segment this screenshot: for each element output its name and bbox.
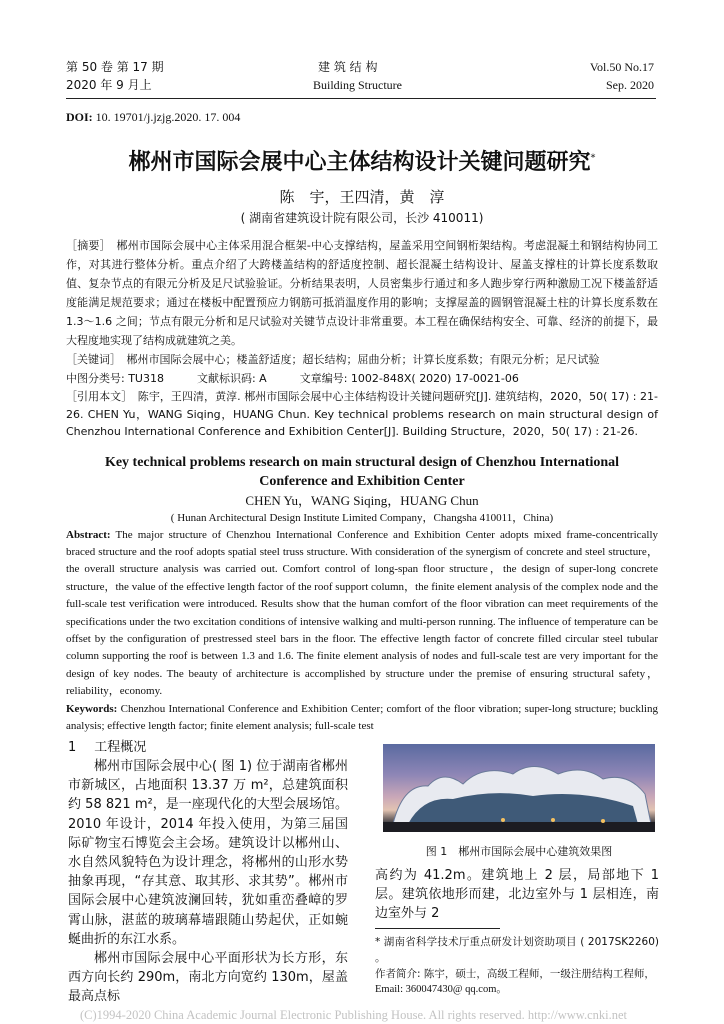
affiliation-cn: ( 湖南省建筑设计院有限公司，长沙 410011): [240, 211, 484, 225]
footnote-rule: [375, 928, 500, 929]
section-1-heading: [68, 739, 348, 757]
right-column: [375, 744, 659, 998]
classification-info: [66, 369, 658, 388]
abstract-cn-text: 郴州市国际会展中心主体采用混合框架-中心支撑结构，屋盖采用空间钢桁架结构。考虑混凝土和钢结构协同工作，对其进行整体分析。重点介绍了大跨楼盖结构的舒适度控制、超长混凝土结构设计、屋盖支撑柱的计算长度系数取值、复杂节点的有限元分析及足尺试验验证。分析结果表明，人员密集步行通过和多人跑步穿行两种激励工况下楼盖舒适度能满足规范要求；通过在楼板中配置预应力钢筋可抵消温度作用的影响；支撑屋盖的圆钢管混凝土柱的计算长度系数在 1.3～1.6 之间；节点有限元分析和足尺试验对关键节点设计非常重要。本工程在确保结构安全、可靠、经济的前提下，最大程度地实现了结构成就建筑之美。: [66, 239, 659, 347]
keywords-cn-label: ［关键词］: [66, 353, 116, 366]
header-volume-cn: 第 50 卷 第 17 期: [66, 60, 164, 74]
doi-value: 10. 19701/j.jzjg.2020. 17. 004: [92, 110, 241, 124]
article-number: 文章编号: 1002-848X( 2020) 17-0021-06: [299, 372, 519, 385]
front-matter: [66, 236, 658, 735]
header-volume-en: Vol.50 No.17: [589, 60, 654, 74]
section-1-para2-continued: 高约为 41.2m。建筑地上 2 层，局部地下 1 层。建筑依地形而建，北边室外与 1 层相连，南边室外与 2: [375, 868, 659, 922]
section-1-para2: 郴州市国际会展中心平面形状为长方形，东西方向长约 290m，南北方向宽约 130m，屋盖最高点标: [68, 951, 348, 1005]
keywords-en-label: Keywords:: [66, 702, 118, 715]
figure-1-caption: 图 1 郴州市国际会展中心建筑效果图: [425, 845, 613, 858]
keywords-en: [66, 701, 658, 736]
figure-1-building-rendering: [383, 744, 655, 832]
abstract-en-label: Abstract:: [66, 528, 111, 541]
title-cn: [0, 145, 724, 176]
footnote-email: Email: 360047430@ qq.com。: [375, 983, 507, 995]
title-footnote-mark: *: [590, 152, 596, 164]
section-title: 工程概况: [94, 740, 147, 755]
doi-label: DOI:: [66, 110, 93, 124]
abstract-cn: [66, 236, 658, 350]
keywords-cn-text: 郴州市国际会展中心；楼盖舒适度；超长结构；屈曲分析；计算长度系数；有限元分析；足尺试验: [126, 353, 600, 366]
header-date-cn: 2020 年 9 月上: [66, 78, 152, 92]
footnote-author: 作者简介: 陈宇，硕士，高级工程师，一级注册结构工程师，: [375, 967, 655, 980]
building-illustration: [383, 744, 655, 832]
citation: [66, 388, 658, 441]
citation-text: 陈宇，王四清，黄淳. 郴州市国际会展中心主体结构设计关键问题研究[J]. 建筑结构，2020，50( 17) : 21-26. CHEN Yu，WANG Siqing，HUANG Chun. Key technical problems research on main structural design of Chenzhou International Conference and Exhibition Center[J]. Building Structure，2020，50( 17) : 21-26.: [66, 390, 659, 438]
header-rule: [66, 98, 656, 99]
document-code: 文献标识码: A: [196, 372, 267, 385]
cnki-watermark: (C)1994-2020 China Academic Journal Electronic Publishing House. All rights reserved. http://www.cnki.net: [80, 1008, 628, 1022]
authors-cn: 陈 宇，王四清，黄 淳: [279, 188, 445, 206]
citation-label: ［引用本文］: [66, 390, 127, 403]
abstract-en-text: The major structure of Chenzhou International Conference and Exhibition Center adopts mixed frame-concentrically braced structure and the roof adopts spatial steel truss structure. With consideration of the synergism of concrete and steel structure，the overall structure analysis was carried out. Comfort control of long-span floor structure，the design of super-long concrete structure，the value of the effective length factor of the roof support column，the finite element analysis of the complex node and the full-scale test verification were introduced. Results show that the human comfort of the floor vibration can meet requirements of the specifications under the two excitation conditions of intensive walking and multi-person running. The influence of temperature can be offset by the configuration of prestressed steel bars in the floor. The effective length factor of concrete filled circular steel tubular column supporting the roof is between 1.3 and 1.6. The finite element analysis of nodes and full-scale test are very important for the design of key nodes. The beauty of architecture is accomplished by structure under the premise of ensuring structural safety，reliability，economy.: [66, 528, 658, 698]
header-journal-en: Building Structure: [313, 78, 402, 92]
authors-en: CHEN Yu，WANG Siqing，HUANG Chun: [245, 492, 479, 508]
affiliation-en: ( Hunan Architectural Design Institute Limited Company，Changsha 410011，China): [170, 511, 554, 524]
abstract-en: [66, 527, 658, 701]
abstract-cn-label: ［摘要］: [66, 239, 106, 252]
clc-number: 中图分类号: TU318: [66, 372, 164, 385]
title-cn-text: 郴州市国际会展中心主体结构设计关键问题研究: [128, 150, 591, 175]
header-journal-cn: 建 筑 结 构: [318, 60, 378, 74]
keywords-cn: [66, 350, 658, 369]
keywords-en-text: Chenzhou International Conference and Exhibition Center; comfort of the floor vibration; super-long structure; buckling analysis; effective length factor; finite element analysis; full-scale test: [66, 702, 658, 732]
section-1-para1: 郴州市国际会展中心( 图 1) 位于湖南省郴州市新城区，占地面积 13.37 万 m²，总建筑面积约 58 821 m²，是一座现代化的大型会展场馆。2010 年设计，2014 年投入使用，为第三届国际矿物宝石博览会主会场。建筑设计以郴州山、水自然风貌特色为设计理念，将郴州的山形水势抽象再现，“存其意、取其形、求其势”。郴州市国际会展中心建筑波澜回转，犹如重峦叠嶂的罗霄山脉，湛蓝的玻璃幕墙跟随山势起伏，正如蜿蜒曲折的东江水系。: [68, 759, 348, 947]
section-number: 1: [68, 740, 77, 755]
doi: [66, 110, 240, 125]
title-en-line1: Key technical problems research on main structural design of Chenzhou International: [104, 454, 620, 470]
header-date-en: Sep. 2020: [606, 78, 654, 92]
title-en-line2: Conference and Exhibition Center: [259, 473, 465, 489]
footnote-fund: * 湖南省科学技术厅重点研发计划资助项目 ( 2017SK2260) 。: [375, 935, 659, 964]
left-column: [68, 739, 348, 1007]
